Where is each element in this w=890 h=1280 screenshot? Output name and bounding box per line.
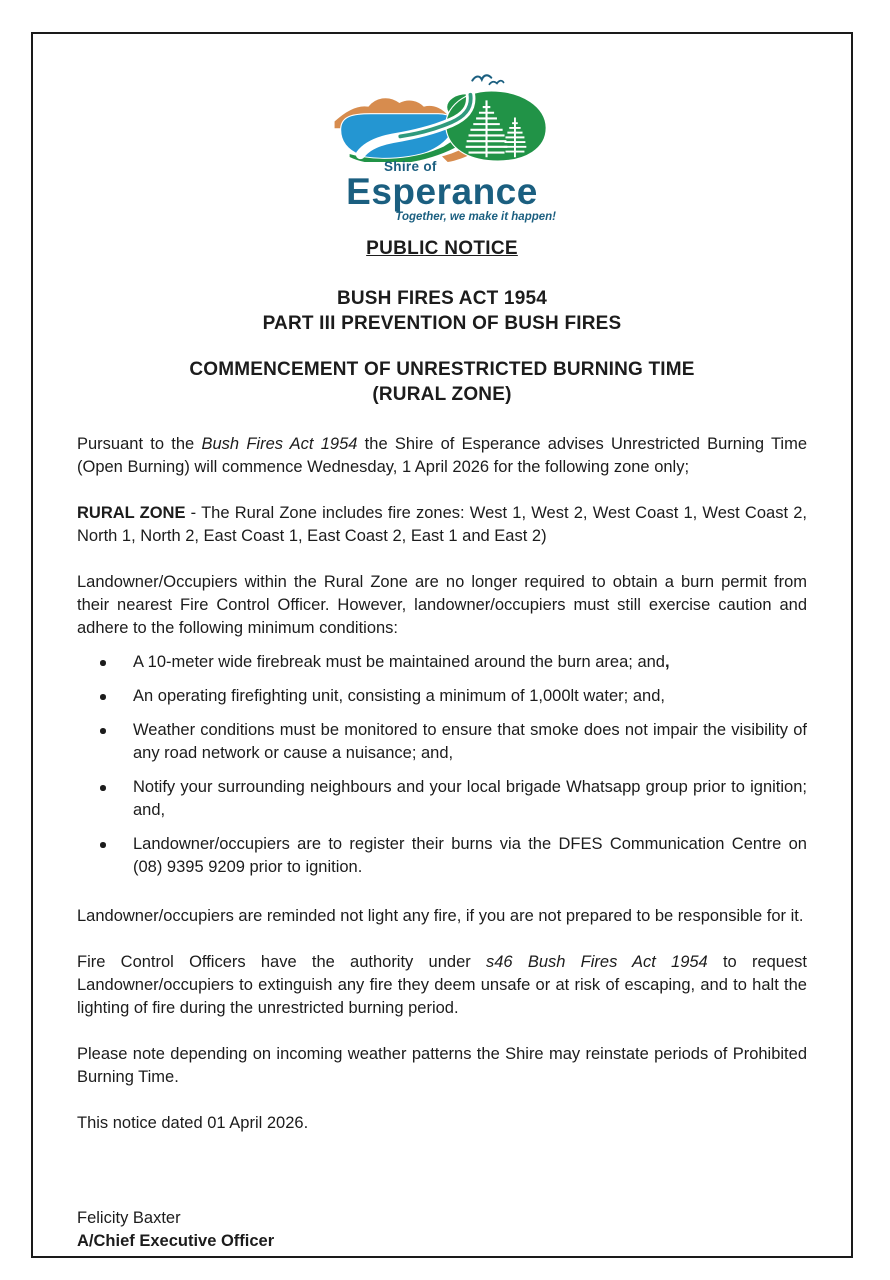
weather-note-paragraph: Please note depending on incoming weather patterns the Shire may reinstate periods of Prohibited Burning Time. <box>77 1045 807 1086</box>
bird-icon <box>472 75 491 80</box>
notice-sheet <box>31 32 853 1258</box>
bullet-text: A 10-meter wide firebreak must be maintained around the burn area; and, <box>133 653 670 671</box>
signatory-name: Felicity Baxter <box>77 1209 181 1227</box>
subject-heading-line2: (RURAL ZONE) <box>372 384 512 405</box>
logo-tree-hill <box>446 91 546 161</box>
logo-wordmark <box>326 160 558 224</box>
bullet-text: Notify your surrounding neighbours and your local brigade Whatsapp group prior to ignition; and, <box>133 778 807 819</box>
bullet-text: An operating firefighting unit, consisting a minimum of 1,000lt water; and, <box>133 687 665 705</box>
list-item <box>77 651 807 674</box>
act-heading-line1: BUSH FIRES ACT 1954 <box>336 288 548 309</box>
bullet-text: Landowner/occupiers are to register their burns via the DFES Communication Centre on (08) 9395 9209 prior to ignition. <box>133 835 807 876</box>
bullet-icon <box>100 842 106 848</box>
notice-content <box>33 34 851 1253</box>
logo-name: Esperance <box>346 171 538 212</box>
signatory-title: A/Chief Executive Officer <box>77 1232 275 1250</box>
list-item <box>77 685 807 708</box>
logo-tagline: Together, we make it happen! <box>395 211 556 223</box>
dated-paragraph: This notice dated 01 April 2026. <box>77 1114 309 1132</box>
signature-block <box>77 1207 807 1253</box>
act-heading-line2: PART III PREVENTION OF BUSH FIRES <box>262 313 622 334</box>
act-heading <box>77 286 807 336</box>
reminder-paragraph: Landowner/occupiers are reminded not light any fire, if you are not prepared to be responsible for it. <box>77 907 804 925</box>
public-notice-title: PUBLIC NOTICE <box>366 238 518 259</box>
bullet-icon <box>100 728 106 734</box>
bird-icon <box>489 81 503 85</box>
conditions-intro-paragraph: Landowner/Occupiers within the Rural Zone are no longer required to obtain a burn permit from their nearest Fire Control Officer. However, landowner/occupiers must still exercise caution and adhere to the following minimum conditions: <box>77 573 807 637</box>
minimum-conditions-list <box>77 651 807 879</box>
list-item <box>77 719 807 765</box>
list-item <box>77 776 807 822</box>
intro-paragraph: Pursuant to the Bush Fires Act 1954 the Shire of Esperance advises Unrestricted Burning Time (Open Burning) will commence Wednesday, 1 April 2026 for the following zone only; <box>77 435 808 476</box>
subject-heading <box>77 357 807 407</box>
bullet-text: Weather conditions must be monitored to ensure that smoke does not impair the visibility of any road network or cause a nuisance; and, <box>133 721 807 762</box>
subject-heading-line1: COMMENCEMENT OF UNRESTRICTED BURNING TIME <box>189 359 695 380</box>
bullet-icon <box>100 660 106 666</box>
rural-zone-paragraph: RURAL ZONE - The Rural Zone includes fire zones: West 1, West 2, West Coast 1, West Coast 2, North 1, North 2, East Coast 1, East Coast 2, East 1 and East 2) <box>77 504 807 545</box>
logo-shire-of: Shire of <box>384 159 437 174</box>
list-item <box>77 833 807 879</box>
bullet-icon <box>100 785 106 791</box>
shire-of-esperance-logo <box>326 72 558 224</box>
bullet-icon <box>100 694 106 700</box>
authority-paragraph: Fire Control Officers have the authority under s46 Bush Fires Act 1954 to request Landowner/occupiers to extinguish any fire they deem unsafe or at risk of escaping, and to halt the lighting of fire during the unrestricted burning period. <box>77 953 807 1017</box>
logo-landscape-graphic <box>326 72 558 162</box>
